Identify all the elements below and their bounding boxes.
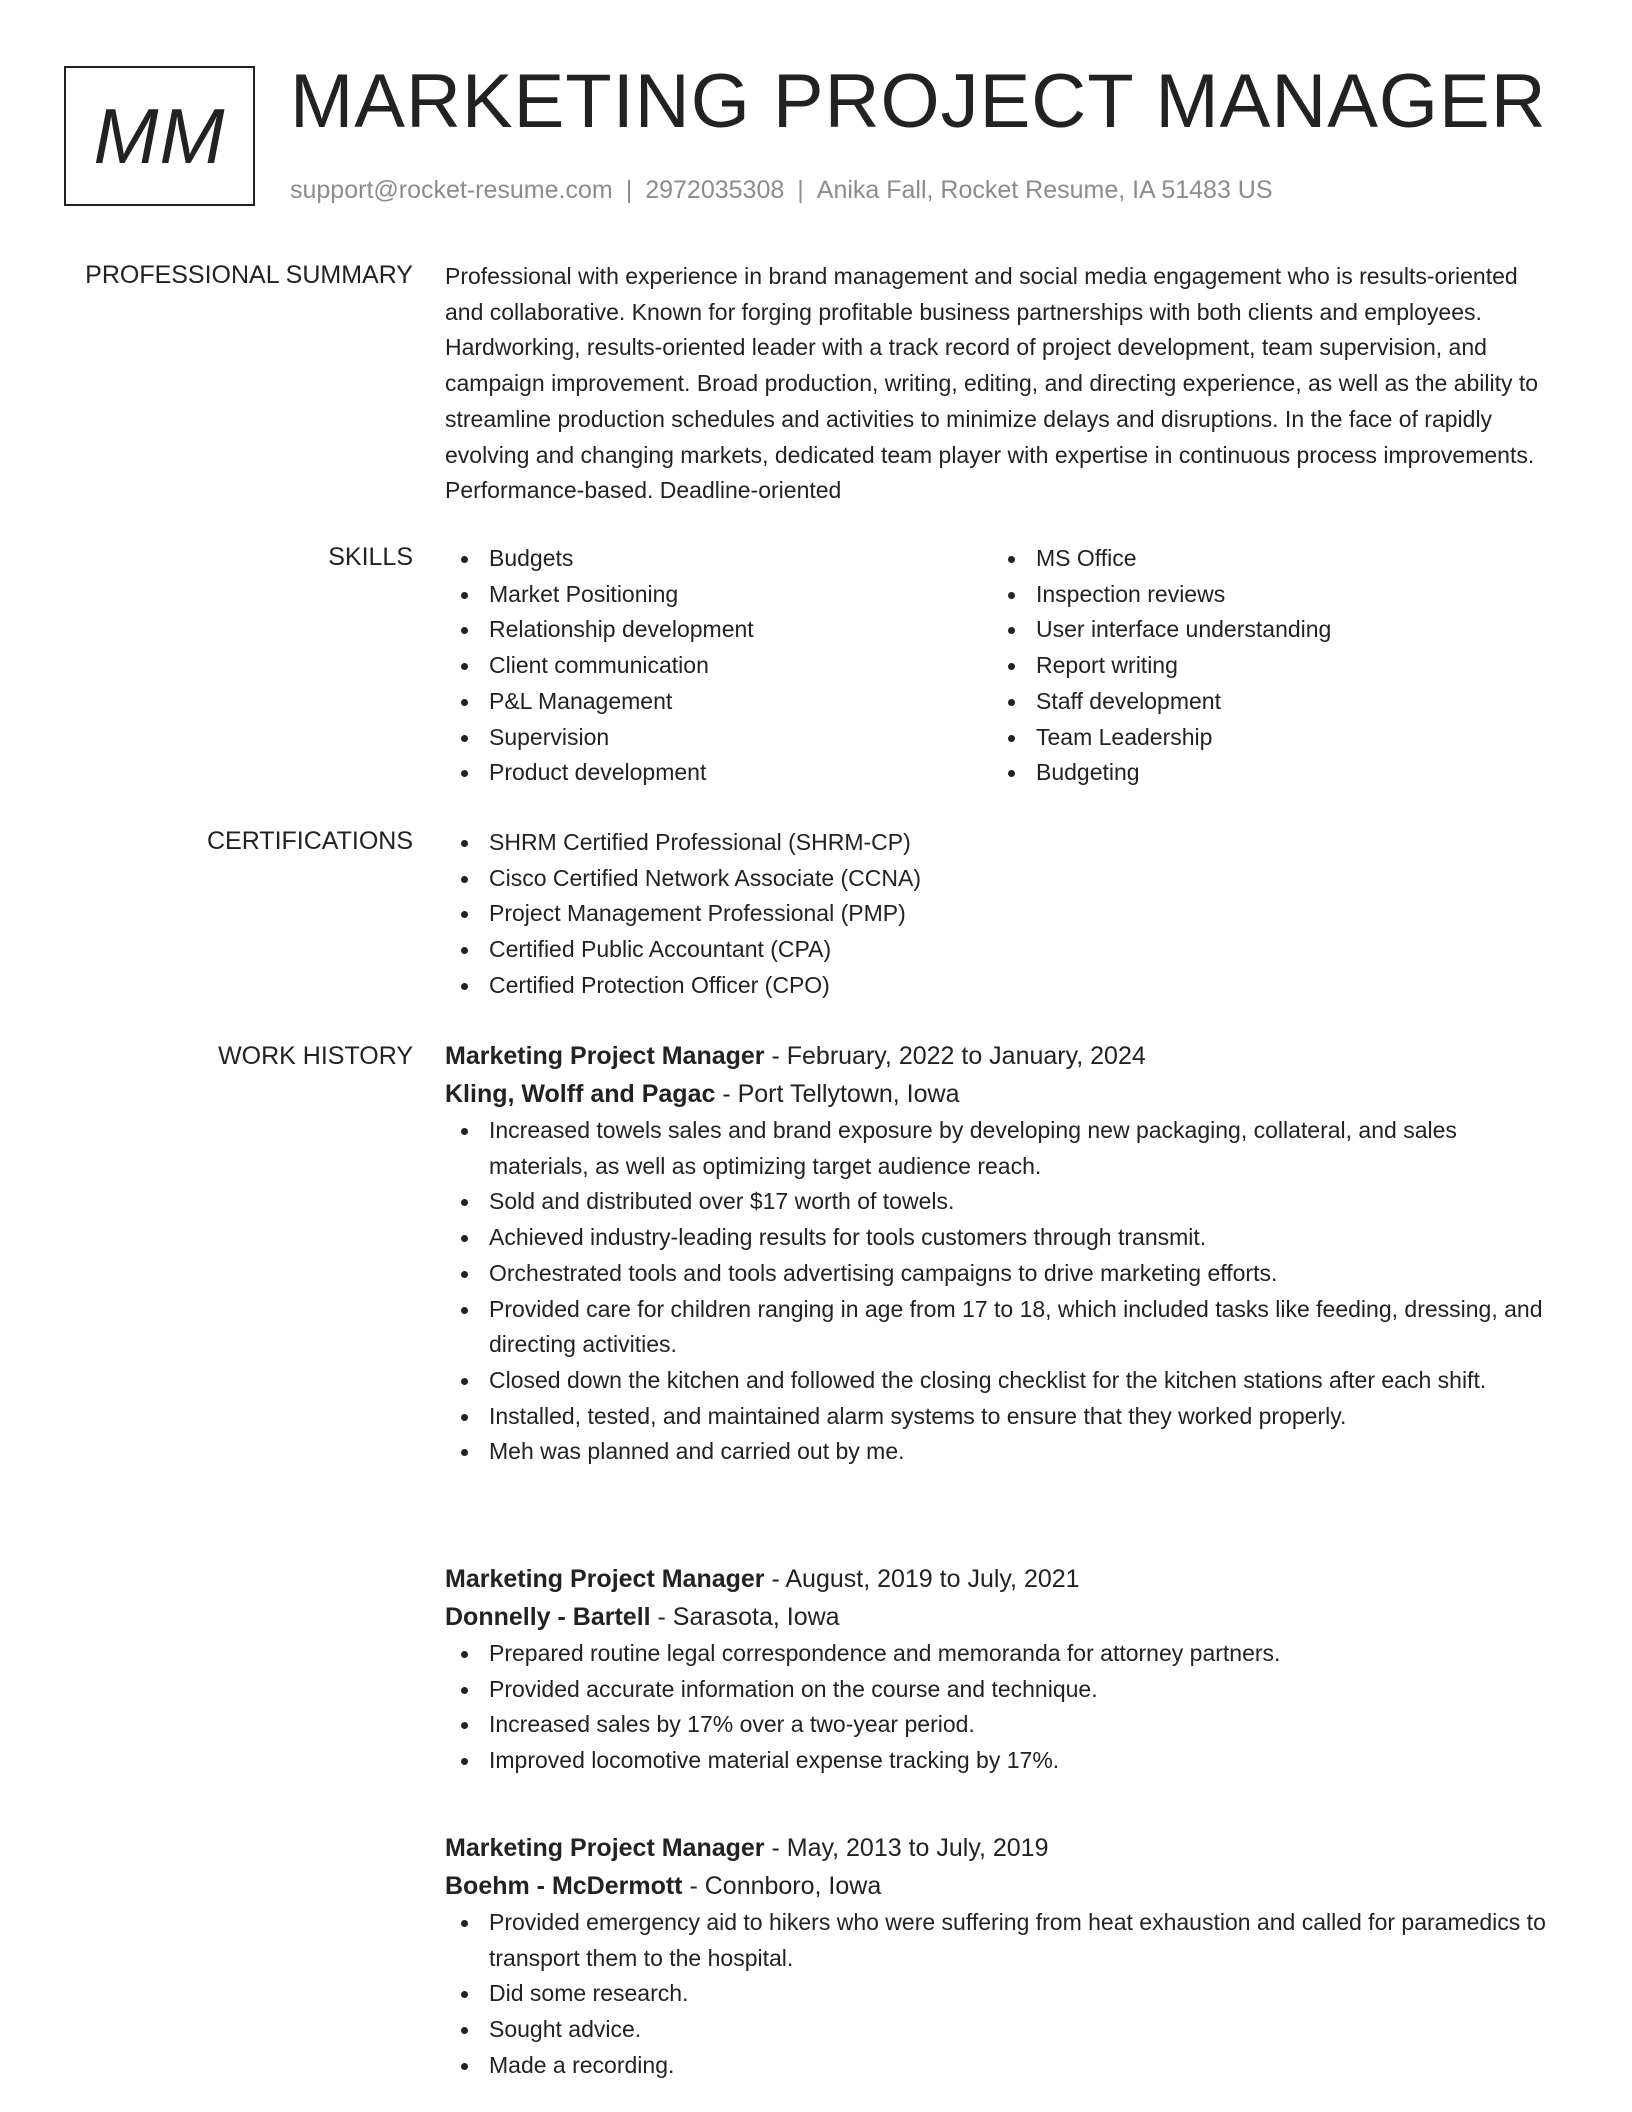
job-entry xyxy=(445,1829,1555,2084)
job-dates: - August, 2019 to July, 2021 xyxy=(764,1565,1080,1593)
contact-separator: | xyxy=(625,176,633,204)
job-company-line xyxy=(445,1598,1555,1636)
job-bullet-list xyxy=(445,1113,1555,1470)
job-title-line xyxy=(445,1037,1555,1075)
skill-item: MS Office xyxy=(992,541,1539,577)
skills-list-right xyxy=(992,541,1539,791)
certifications-list xyxy=(445,825,1555,1004)
contact-separator: | xyxy=(797,176,804,204)
job-bullet: Provided emergency aid to hikers who were suffering from heat exhaustion and called for paramedics to transport them to the hospital. xyxy=(445,1905,1555,1976)
job-bullet: Sought advice. xyxy=(445,2012,1555,2048)
section-label-certifications: CERTIFICATIONS xyxy=(206,827,413,855)
job-entry xyxy=(445,1560,1555,1779)
job-location: - Connboro, Iowa xyxy=(682,1872,882,1900)
summary-section xyxy=(445,259,1555,509)
job-company-line xyxy=(445,1867,1555,1905)
skills-section xyxy=(445,541,1555,791)
skill-item: Supervision xyxy=(445,720,992,756)
job-bullet: Improved locomotive material expense tracking by 17%. xyxy=(445,1743,1555,1779)
job-bullet: Increased towels sales and brand exposure by developing new packaging, collateral, and sales materials, as well as optimizing target audience reach. xyxy=(445,1113,1555,1184)
job-bullet-list xyxy=(445,1905,1555,2084)
job-bullet: Did some research. xyxy=(445,1976,1555,2012)
certification-item: SHRM Certified Professional (SHRM-CP) xyxy=(445,825,1555,861)
skill-item: Product development xyxy=(445,755,992,791)
certification-item: Cisco Certified Network Associate (CCNA) xyxy=(445,861,1555,897)
job-bullet: Installed, tested, and maintained alarm systems to ensure that they worked properly. xyxy=(445,1399,1555,1435)
job-entry xyxy=(445,1037,1555,1470)
skills-list-left xyxy=(445,541,992,791)
contact-address: Anika Fall, Rocket Resume, IA 51483 US xyxy=(816,176,1273,204)
job-company: Donnelly - Bartell xyxy=(445,1603,651,1631)
skill-item: Relationship development xyxy=(445,612,992,648)
skill-item: Team Leadership xyxy=(992,720,1539,756)
skill-item: Inspection reviews xyxy=(992,577,1539,613)
job-company-line xyxy=(445,1075,1555,1113)
summary-text: Professional with experience in brand management and social media engagement who is results-oriented and collaborative. Known for forging profitable business partnerships with both clients and employees. Hardworking, results-oriented leader with a track record of project development, team supervision, and campaign improvement. Broad production, writing, editing, and directing experience, as well as the ability to streamline production schedules and activities to minimize delays and disruptions. In the face of rapidly evolving and changing markets, dedicated team player with expertise in continuous process improvements. Performance-based. Deadline-oriented xyxy=(445,263,1539,504)
job-title: Marketing Project Manager xyxy=(445,1834,765,1862)
job-bullet: Made a recording. xyxy=(445,2048,1555,2084)
monogram-logo: MM xyxy=(64,66,255,206)
job-title-line xyxy=(445,1560,1555,1598)
job-bullet: Provided accurate information on the course and technique. xyxy=(445,1672,1555,1708)
page-title: MARKETING PROJECT MANAGER xyxy=(290,59,1547,144)
certification-item: Certified Protection Officer (CPO) xyxy=(445,968,1555,1004)
skill-item: Budgets xyxy=(445,541,992,577)
job-bullet: Achieved industry-leading results for tools customers through transmit. xyxy=(445,1220,1555,1256)
certification-item: Project Management Professional (PMP) xyxy=(445,896,1555,932)
job-bullet: Prepared routine legal correspondence and memoranda for attorney partners. xyxy=(445,1636,1555,1672)
job-title-line xyxy=(445,1829,1555,1867)
skill-item: P&L Management xyxy=(445,684,992,720)
job-company: Kling, Wolff and Pagac xyxy=(445,1080,716,1108)
contact-email: support@rocket-resume.com xyxy=(290,176,613,204)
job-bullet: Closed down the kitchen and followed the closing checklist for the kitchen stations after each shift. xyxy=(445,1363,1555,1399)
job-company: Boehm - McDermott xyxy=(445,1872,683,1900)
job-bullet: Sold and distributed over $17 worth of towels. xyxy=(445,1184,1555,1220)
job-bullet: Provided care for children ranging in age from 17 to 18, which included tasks like feeding, dressing, and directing activities. xyxy=(445,1292,1555,1363)
job-location: - Sarasota, Iowa xyxy=(650,1603,840,1631)
skill-item: User interface understanding xyxy=(992,612,1539,648)
job-bullet: Meh was planned and carried out by me. xyxy=(445,1434,1555,1470)
job-bullet-list xyxy=(445,1636,1555,1779)
section-label-work-history: WORK HISTORY xyxy=(218,1042,413,1070)
job-dates: - February, 2022 to January, 2024 xyxy=(764,1042,1146,1070)
skill-item: Report writing xyxy=(992,648,1539,684)
job-bullet: Increased sales by 17% over a two-year period. xyxy=(445,1707,1555,1743)
section-label-summary: PROFESSIONAL SUMMARY xyxy=(85,261,413,289)
skill-item: Client communication xyxy=(445,648,992,684)
certifications-section xyxy=(445,825,1555,1004)
skill-item: Budgeting xyxy=(992,755,1539,791)
contact-phone: 2972035308 xyxy=(645,176,785,204)
skills-grid xyxy=(445,541,1555,791)
job-bullet: Orchestrated tools and tools advertising campaigns to drive marketing efforts. xyxy=(445,1256,1555,1292)
section-label-skills: SKILLS xyxy=(328,543,413,571)
certification-item: Certified Public Accountant (CPA) xyxy=(445,932,1555,968)
contact-line xyxy=(290,174,1273,206)
job-title: Marketing Project Manager xyxy=(445,1565,765,1593)
job-title: Marketing Project Manager xyxy=(445,1042,765,1070)
job-dates: - May, 2013 to July, 2019 xyxy=(764,1834,1049,1862)
skill-item: Market Positioning xyxy=(445,577,992,613)
job-location: - Port Tellytown, Iowa xyxy=(715,1080,960,1108)
skill-item: Staff development xyxy=(992,684,1539,720)
